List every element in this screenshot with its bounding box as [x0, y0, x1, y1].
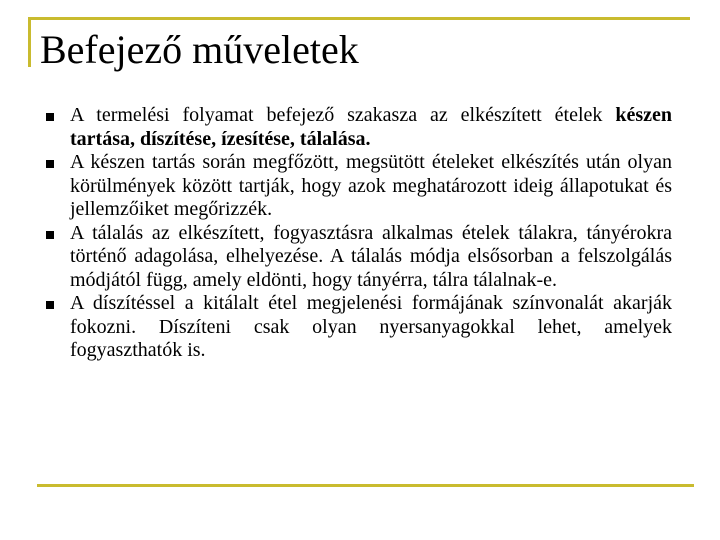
square-bullet-icon: [46, 301, 54, 309]
slide-title: Befejező műveletek: [40, 27, 359, 72]
left-accent-line: [28, 17, 31, 67]
bullet-text: A termelési folyamat befejező szakasza az elkészített ételek: [70, 104, 616, 126]
bullet-item: [42, 104, 672, 151]
bullet-item: [42, 151, 672, 222]
bottom-accent-line: [37, 484, 694, 487]
bullet-item: [42, 222, 672, 293]
square-bullet-icon: [46, 231, 54, 239]
bullet-item: [42, 292, 672, 363]
bullet-text: A tálalás az elkészített, fogyasztásra alkalmas ételek tálakra, tányérokra történő adagolása, elhelyezése. A tálalás módja elsősorban a felszolgálás módjától függ, amely eldönti, hogy tányérra, tálra tálalnak-e.: [70, 221, 672, 291]
bullet-list: [42, 104, 672, 363]
bullet-text: A díszítéssel a kitálalt étel megjelenési formájának színvonalát akarják fokozni. Díszíteni csak olyan nyersanyagokkal lehet, amelyek fogyaszthatók is.: [70, 292, 672, 361]
bullet-text: A készen tartás során megfőzött, megsütött ételeket elkészítés után olyan körülmények között tartják, hogy azok meghatározott ideig állapotukat és jellemzőiket megőrizzék.: [70, 151, 672, 220]
bullet-bold-text: készen tartása, díszítése, ízesítése, tálalása.: [70, 104, 672, 150]
square-bullet-icon: [46, 113, 54, 121]
square-bullet-icon: [46, 160, 54, 168]
top-accent-line: [28, 17, 690, 20]
